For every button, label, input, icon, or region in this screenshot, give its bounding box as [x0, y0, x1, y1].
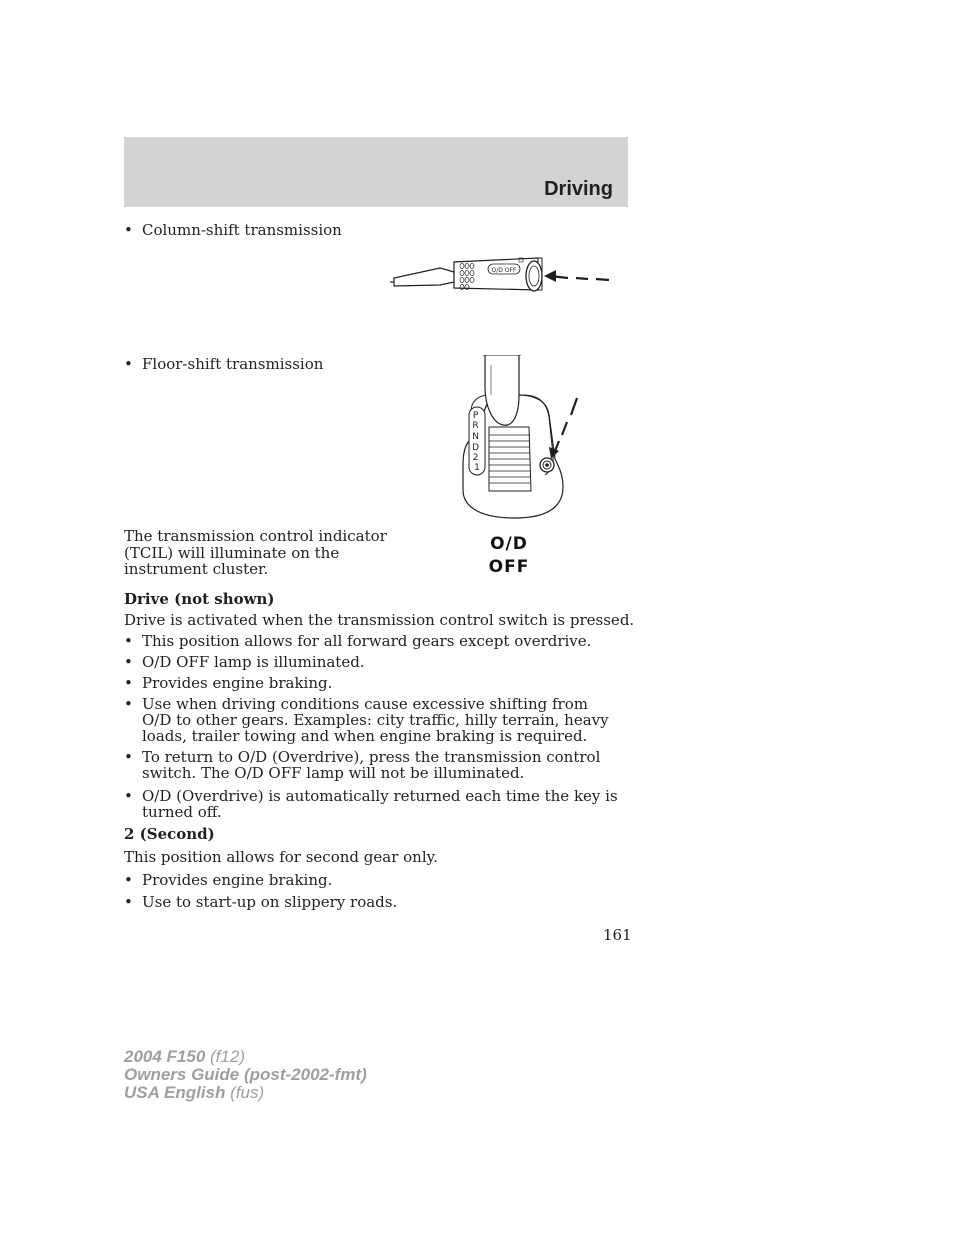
- document-footer: [124, 1048, 367, 1102]
- footer-language-code: (fus): [225, 1083, 265, 1102]
- bullet-icon: •: [124, 355, 133, 373]
- footer-line-1: [124, 1048, 367, 1066]
- bullet-text: O/D OFF lamp is illuminated.: [142, 653, 365, 671]
- second-heading: 2 (Second): [124, 825, 215, 843]
- od-off-indicator-symbol: [488, 533, 530, 579]
- drive-heading: Drive (not shown): [124, 590, 275, 608]
- tcil-line-2: (TCIL) will illuminate on the: [124, 544, 340, 562]
- od-off-indicator-line-1: O/D: [490, 534, 528, 554]
- column-od-off-label: O/D OFF: [491, 267, 517, 274]
- bullet-icon: •: [124, 871, 133, 889]
- footer-line-2: Owners Guide (post-2002-fmt): [124, 1065, 367, 1084]
- bullet-text: Column-shift transmission: [142, 221, 342, 239]
- second-intro: This position allows for second gear only.: [124, 848, 438, 866]
- bullet-text: Use when driving conditions cause excessive shifting from O/D to other gears. Examples: city traffic, hilly terrain, heavy loads, trailer towing and when engine braking is required.: [142, 695, 609, 745]
- shift-label-p: P: [472, 411, 479, 421]
- bullet-text: This position allows for all forward gears except overdrive.: [142, 632, 592, 650]
- shift-label-d: D: [472, 443, 480, 453]
- shift-label-r: R: [472, 421, 479, 431]
- shift-label-n: N: [472, 432, 479, 442]
- bullet-icon: •: [124, 653, 133, 671]
- bullet-text: To return to O/D (Overdrive), press the transmission control switch. The O/D OFF lamp will not be illuminated.: [142, 748, 601, 782]
- floor-shift-illustration: [455, 355, 595, 525]
- bullet-icon: •: [124, 787, 133, 805]
- bullet-icon: •: [124, 221, 133, 239]
- column-shift-illustration: [390, 252, 620, 302]
- bullet-text: Provides engine braking.: [142, 871, 333, 889]
- footer-line-3: [124, 1084, 367, 1102]
- footer-model-code: (f12): [205, 1047, 245, 1066]
- bullet-text: Floor-shift transmission: [142, 355, 324, 373]
- drive-intro: Drive is activated when the transmission control switch is pressed.: [124, 611, 635, 629]
- bullet-icon: •: [124, 632, 133, 650]
- tcil-line-3: instrument cluster.: [124, 560, 269, 578]
- section-title: Driving: [544, 178, 613, 200]
- bullet-text: O/D (Overdrive) is automatically returned each time the key is turned off.: [142, 787, 618, 821]
- bullet-text: Use to start-up on slippery roads.: [142, 893, 398, 911]
- tcil-line-1: The transmission control indicator: [124, 527, 387, 545]
- shift-label-1: 1: [474, 463, 480, 473]
- footer-model: 2004 F150: [124, 1047, 206, 1066]
- page-number: 161: [603, 926, 632, 944]
- footer-language: USA English: [124, 1083, 226, 1102]
- bullet-icon: •: [124, 748, 133, 766]
- bullet-icon: •: [124, 893, 133, 911]
- bullet-icon: •: [124, 695, 133, 713]
- shift-label-2: 2: [472, 453, 479, 463]
- bullet-icon: •: [124, 674, 133, 692]
- bullet-text: Provides engine braking.: [142, 674, 333, 692]
- section-header-band: [124, 137, 628, 207]
- od-off-indicator-line-2: OFF: [488, 557, 530, 577]
